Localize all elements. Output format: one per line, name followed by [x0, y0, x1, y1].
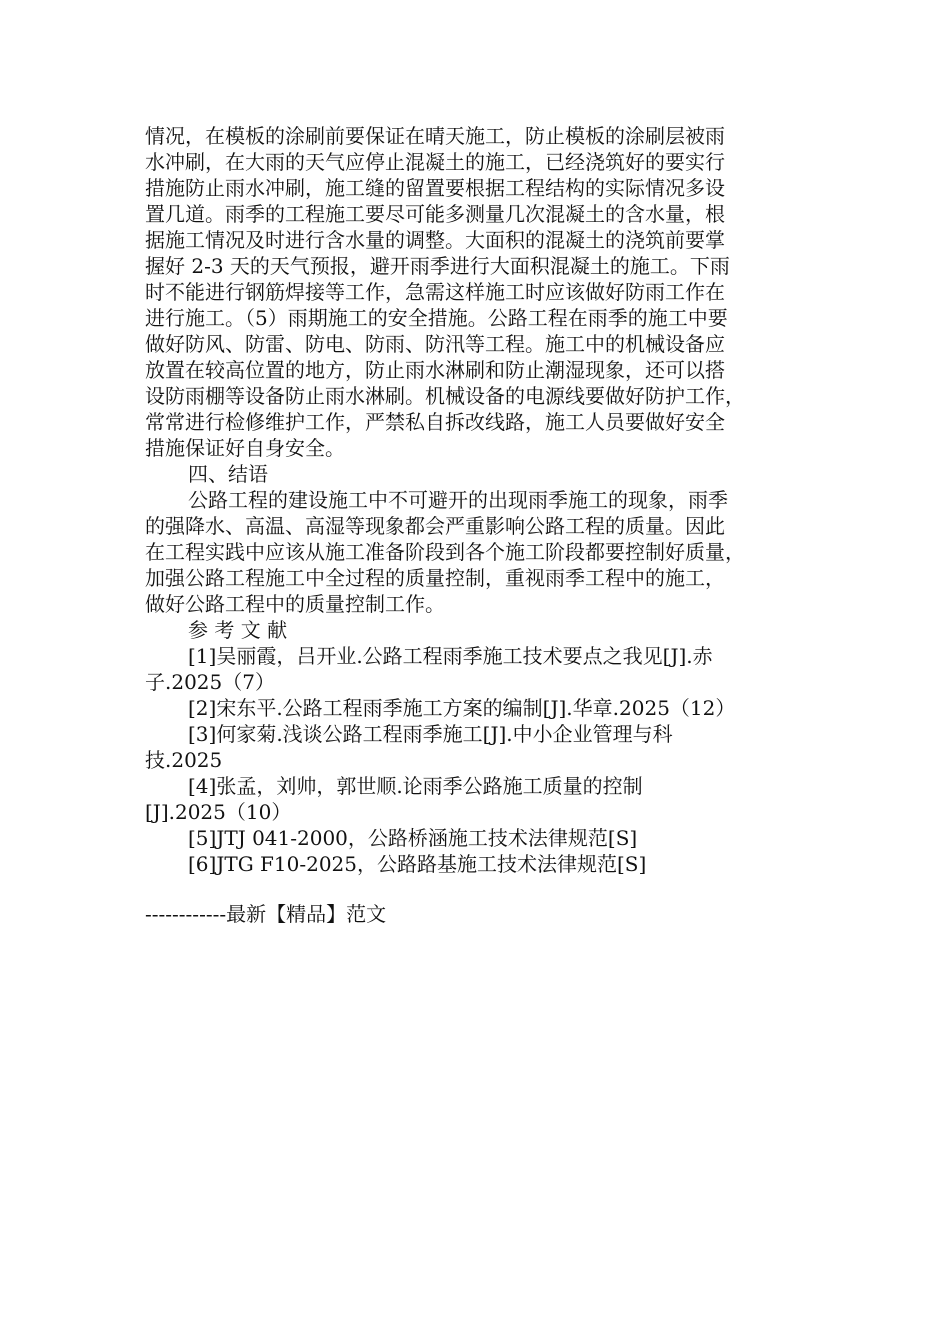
- conclusion-line: 加强公路工程施工中全过程的质量控制，重视雨季工程中的施工，: [145, 566, 725, 590]
- paragraph-line: 措施防止雨水冲刷，施工缝的留置要根据工程结构的实际情况多设: [145, 176, 725, 200]
- conclusion-line: 公路工程的建设施工中不可避开的出现雨季施工的现象，雨季: [188, 488, 728, 512]
- reference-item: [4]张孟，刘帅，郭世顺.论雨季公路施工质量的控制: [188, 774, 643, 798]
- paragraph-line: 情况，在模板的涂刷前要保证在晴天施工，防止模板的涂刷层被雨: [145, 124, 725, 148]
- conclusion-line: 的强降水、高温、高湿等现象都会严重影响公路工程的质量。因此: [145, 514, 725, 538]
- conclusion-line: 做好公路工程中的质量控制工作。: [145, 592, 445, 616]
- paragraph-line: 据施工情况及时进行含水量的调整。大面积的混凝土的浇筑前要掌: [145, 228, 725, 252]
- conclusion-line: 在工程实践中应该从施工准备阶段到各个施工阶段都要控制好质量，: [145, 540, 745, 564]
- reference-item: [1]吴丽霞，吕开业.公路工程雨季施工技术要点之我见[J].赤: [188, 644, 713, 668]
- paragraph-line: 时不能进行钢筋焊接等工作，急需这样施工时应该做好防雨工作在: [145, 280, 725, 304]
- paragraph-line: 做好防风、防雷、防电、防雨、防汛等工程。施工中的机械设备应: [145, 332, 725, 356]
- paragraph-line: 进行施工。（5）雨期施工的安全措施。公路工程在雨季的施工中要: [145, 306, 728, 330]
- reference-item-continuation: [J].2025（10）: [145, 800, 292, 824]
- paragraph-line: 措施保证好自身安全。: [145, 436, 345, 460]
- reference-item: [3]何家菊.浅谈公路工程雨季施工[J].中小企业管理与科: [188, 722, 673, 746]
- reference-item: [5]JTJ 041-2000，公路桥涵施工技术法律规范[S]: [188, 826, 638, 850]
- paragraph-line: 置几道。雨季的工程施工要尽可能多测量几次混凝土的含水量，根: [145, 202, 725, 226]
- paragraph-line: 常常进行检修维护工作，严禁私自拆改线路，施工人员要做好安全: [145, 410, 725, 434]
- references-heading: 参 考 文 献: [188, 618, 288, 642]
- reference-item: [6]JTG F10-2025，公路路基施工技术法律规范[S]: [188, 852, 647, 876]
- reference-item-continuation: 技.2025: [145, 748, 223, 772]
- footer-text: ------------最新【精品】范文: [145, 902, 387, 926]
- paragraph-line: 设防雨棚等设备防止雨水淋刷。机械设备的电源线要做好防护工作，: [145, 384, 745, 408]
- section-heading: 四、结语: [188, 462, 268, 486]
- reference-item-continuation: 子.2025（7）: [145, 670, 275, 694]
- paragraph-line: 放置在较高位置的地方，防止雨水淋刷和防止潮湿现象，还可以搭: [145, 358, 725, 382]
- paragraph-line: 握好 2-3 天的天气预报，避开雨季进行大面积混凝土的施工。下雨: [145, 254, 730, 278]
- reference-item: [2]宋东平.公路工程雨季施工方案的编制[J].华章.2025（12）: [188, 696, 736, 720]
- paragraph-line: 水冲刷，在大雨的天气应停止混凝土的施工，已经浇筑好的要实行: [145, 150, 725, 174]
